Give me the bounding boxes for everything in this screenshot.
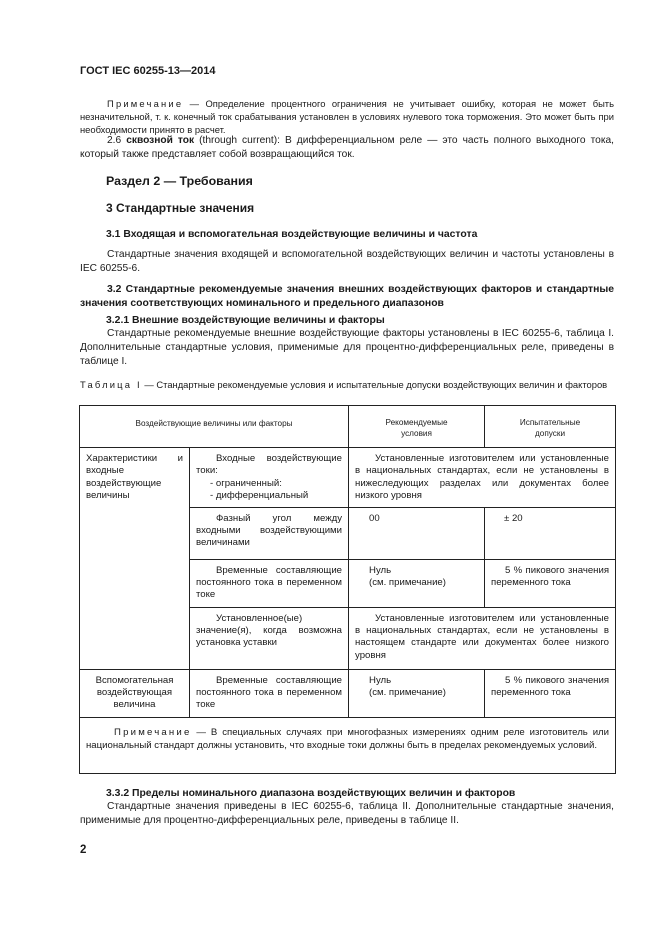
tolerance-cell: 5 % пикового значения переменного тока	[485, 559, 616, 607]
subsection-3-2-1-title: 3.2.1 Внешние воздействующие величины и факторы	[106, 315, 385, 326]
factor-item: - ограниченный:	[210, 477, 282, 489]
note-text: — Определение процентного ограничения не учитывает ошибку, которая не может быть незначительной, т. к. конечный ток срабатывания установлен в условиях нулевого тока торможения. Это может быть при необходимости принято в расчет.	[80, 98, 614, 135]
table-note-row	[80, 717, 616, 773]
header-tolerances: Испытательные допуски	[485, 406, 616, 448]
condition-cell	[349, 669, 485, 717]
table-note-text: — В специальных случаях при многофазных измерениях одним реле изготовитель или национальный стандарт должны установить, что входные токи должны быть в пределах рекомендуемых условий.	[86, 726, 610, 752]
subsection-3-2-1-text: Стандартные рекомендуемые внешние воздействующие факторы установлены в IEC 60255-6, таблица I. Дополнительные стандартные условия, применимые для процентно-дифференциальных реле, приведены в таблице I.	[80, 328, 614, 368]
note-label: Примечание	[107, 98, 184, 109]
table-row	[80, 448, 616, 508]
condition-line: (см. примечание)	[369, 577, 446, 589]
factor-cell: Фазный угол между входными воздействующими величинами	[190, 507, 349, 559]
section-3-title: 3 Стандартные значения	[106, 201, 255, 215]
header-conditions: Рекомендуемые условия	[349, 406, 485, 448]
table-caption-text: — Стандартные рекомендуемые условия и испытательные допуски воздействующих величин и факторов	[141, 379, 608, 390]
factor-item: - дифференциальный	[210, 490, 309, 502]
section-2-title: Раздел 2 — Требования	[106, 174, 253, 188]
subsection-3-1-title: 3.1 Входящая и вспомогательная воздействующие величины и частота	[106, 229, 478, 240]
tolerance-cell: 5 % пикового значения переменного тока	[485, 669, 616, 717]
definition-number: 2.6	[107, 135, 127, 146]
table-note	[80, 717, 616, 773]
factor-cell	[190, 448, 349, 508]
table-row	[80, 669, 616, 717]
requirements-table	[79, 405, 616, 774]
factor-cell: Установленное(ые) значение(я), когда возможна установка уставки	[190, 607, 349, 669]
condition-line: (см. примечание)	[369, 687, 446, 699]
subsection-3-2-title: 3.2 Стандартные рекомендуемые значения внешних воздействующих факторов и стандартные значения соответствующих номинального и предельного диапазонов	[80, 284, 614, 309]
group-label-characteristics: Характеристики и входные воздействующие величины	[80, 448, 190, 670]
group-label-auxiliary: Вспомогательная воздействующая величина	[80, 669, 190, 717]
factor-cell: Временные составляющие постоянного тока в переменном токе	[190, 559, 349, 607]
page-number: 2	[80, 844, 87, 856]
subsection-3-1-text: Стандартные значения входящей и вспомогательной воздействующих величин и частоты установлены в IEC 60255-6.	[80, 249, 614, 275]
table-caption	[80, 378, 614, 391]
condition-line: Нуль	[369, 674, 392, 686]
table-header-row	[80, 406, 616, 448]
definition-text: (through current): В дифференциальном реле — это часть полного выходного тока, который также представляет собой возвращающийся ток.	[80, 135, 614, 161]
condition-cell	[349, 559, 485, 607]
header-factors: Воздействующие величины или факторы	[80, 406, 349, 448]
table-note-label: Примечание	[114, 726, 192, 738]
factor-cell: Временные составляющие постоянного тока в переменном токе	[190, 669, 349, 717]
document-code: ГОСТ IEC 60255-13—2014	[80, 65, 216, 77]
definition-term: сквозной ток	[126, 135, 195, 146]
definition-2-6	[80, 134, 614, 162]
condition-line: Нуль	[369, 564, 392, 576]
subsection-3-3-2-text: Стандартные значения приведены в IEC 60255-6, таблица II. Дополнительные стандартные значения, применимые для процентно-дифференциальных реле, приведены в таблице II.	[80, 801, 614, 827]
factor-text: Входные воздействующие токи:	[196, 453, 343, 477]
tolerance-cell: ± 20	[485, 507, 616, 559]
table-caption-label: Таблица I	[80, 379, 142, 390]
subsection-3-3-2-title: 3.3.2 Пределы номинального диапазона воздействующих величин и факторов	[106, 788, 516, 799]
condition-cell: Установленные изготовителем или установленные в национальных стандартах, если не установлены в настоящем стандарте или документах более низкого уровня	[349, 607, 616, 669]
condition-cell: Установленные изготовителем или установленные в национальных стандартах, если не установлены в нижеследующих разделах или документах более низкого уровня	[349, 448, 616, 508]
note-paragraph	[80, 97, 614, 136]
condition-cell: 00	[349, 507, 485, 559]
